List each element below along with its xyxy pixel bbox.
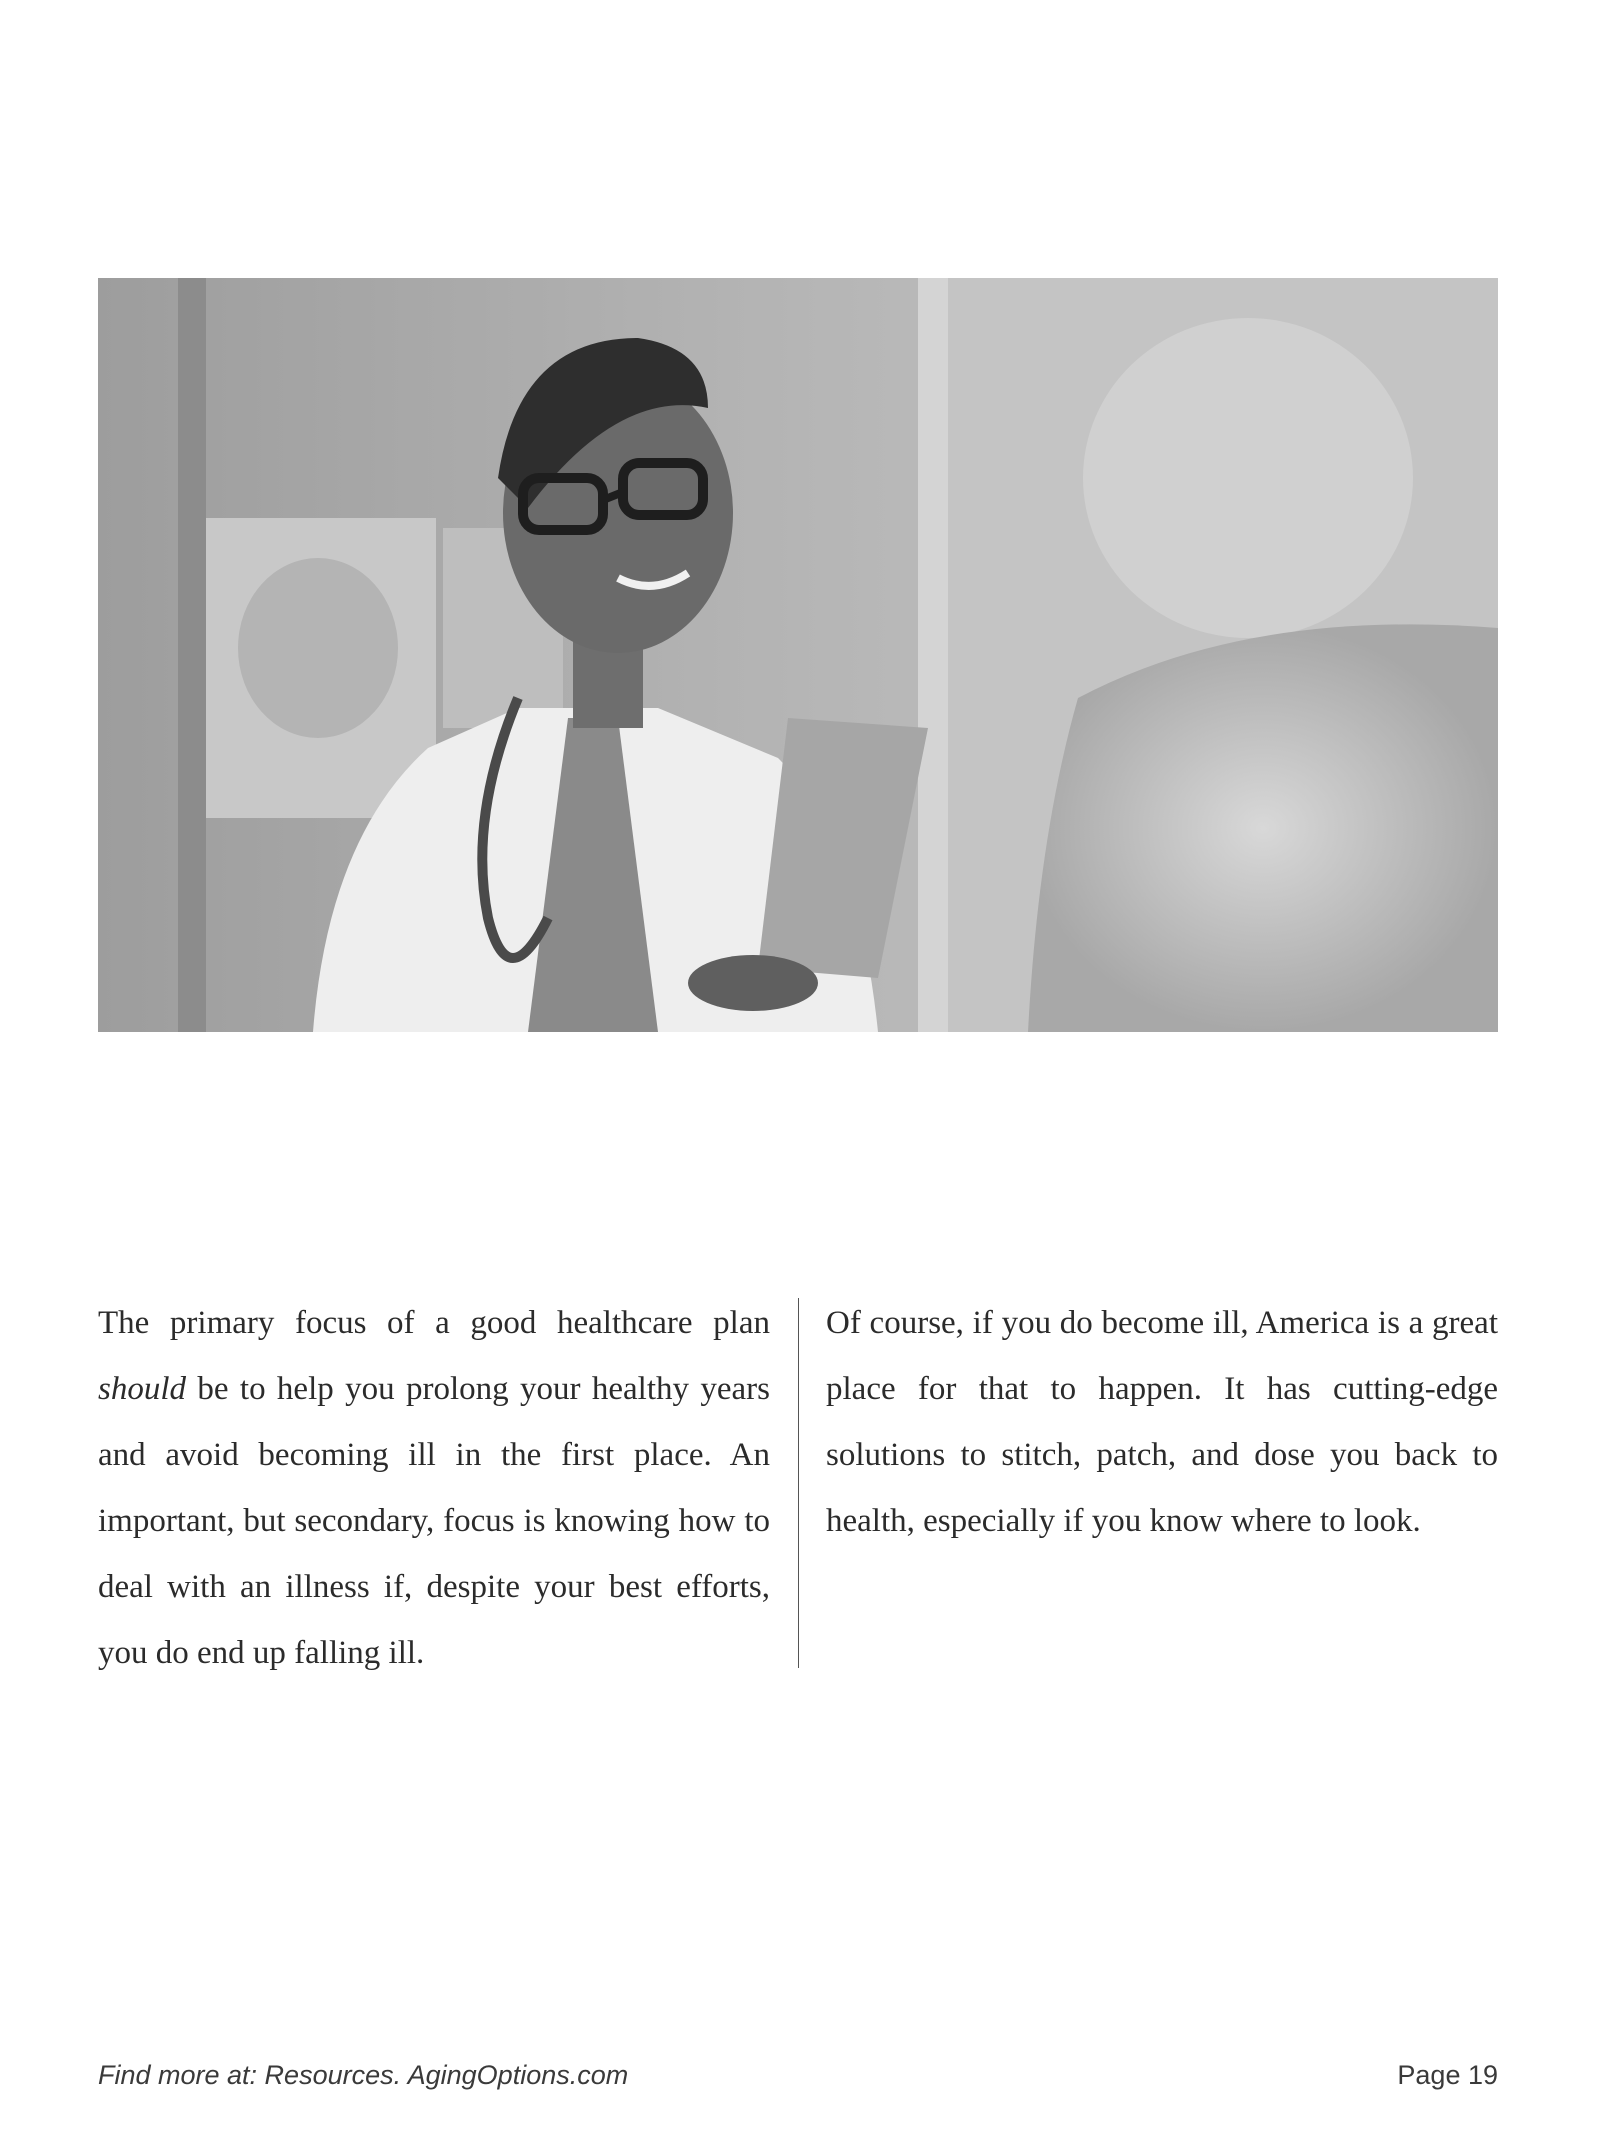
left-paragraph [98, 1290, 770, 1686]
body-text [98, 1290, 1498, 1670]
footer-resources-link: Find more at: Resources. AgingOptions.com [98, 2060, 629, 2090]
left-text-part1: The primary focus of a good healthcare plan [98, 1305, 770, 1341]
left-text-part2: be to help you prolong your healthy years and avoid becoming ill in the first place. An important, but secondary, focus is knowing how to deal with an illness if, despite your best efforts, you do end up falling ill. [98, 1371, 770, 1671]
page-number: Page 19 [1397, 2060, 1498, 2090]
left-text-emphasis: should [98, 1371, 187, 1407]
right-column [826, 1290, 1498, 1554]
right-paragraph: Of course, if you do become ill, America is a great place for that to happen. It has cutting-edge solutions to stitch, patch, and dose you back to health, especially if you know where to look. [826, 1305, 1498, 1539]
left-column [98, 1290, 770, 1686]
column-divider [798, 1298, 799, 1668]
doctor-patient-photo [98, 278, 1498, 1032]
photo-illustration [98, 278, 1498, 1032]
